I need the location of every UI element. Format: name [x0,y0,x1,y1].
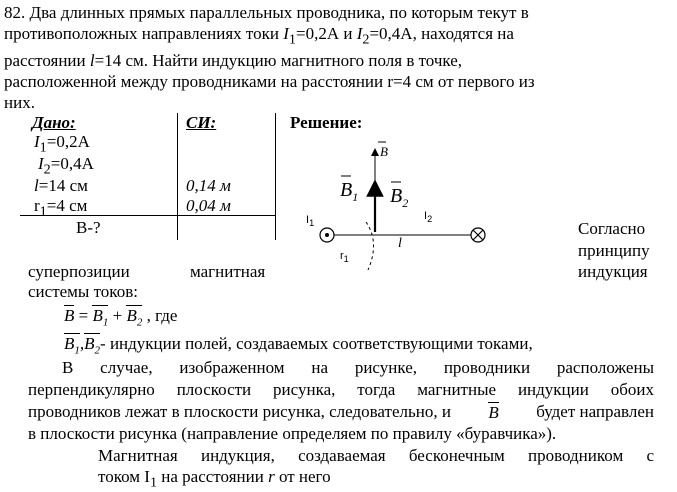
problem-text: расстоянии [4,51,90,71]
subscript: 2 [402,196,409,210]
subscript: 1 [343,254,349,265]
para2-line2 [98,467,331,492]
vec-B2 [126,305,143,329]
superposition-equation [64,306,177,332]
text-principu: принципу [578,241,650,260]
para-text: от него [274,467,331,486]
text-indukciya: индукция [578,262,648,281]
problem-text: =14 см. Найти индукцию магнитного поля в точке, [94,51,463,71]
label-I2 [424,206,432,229]
text-soglasno: Согласно [578,219,646,238]
plus-sign: + [112,306,123,325]
problem-text: =0,4А, находятся на [369,24,514,43]
solution-header: Решение: [290,113,363,132]
subscript: 1 [149,474,158,491]
problem-line-1: 82. Два длинных прямых параллельных проводника, по которым текут в [4,3,529,22]
si-header: СИ: [186,113,217,132]
text-sistemy: системы токов: [28,282,138,301]
given-symbol: I [34,132,40,151]
given-value: =0,4А [50,154,94,173]
text-superpozicii: суперпозиции [28,262,130,281]
given-header: Дано: [32,113,76,132]
para1-line4: в плоскости рисунка (направление определяем по правилу «буравчика»). [28,424,557,443]
subscript: 1 [102,316,109,329]
current-symbol: I [283,24,289,43]
description-text: - индукции полей, создаваемых соответствующими токами, [100,334,533,353]
subscript: 1 [39,203,47,220]
label-B1 [340,180,358,207]
vec-B1 [64,333,80,357]
given-symbol: r [34,196,40,215]
given-value: =0,2А [46,132,90,151]
para1-line1: В случае, изображенном на рисунке, проводники расположены [62,358,654,377]
para-text: током I [98,467,150,486]
find-label [76,218,101,238]
text-magnitnaya: магнитная [190,262,266,281]
vec-B: B [488,403,499,422]
subscript: 1 [309,218,315,229]
subscript: 2 [136,316,143,329]
find-text: В-? [76,218,101,237]
given-value: =14 см [38,176,88,195]
subscript: 1 [288,31,296,48]
given-item [34,176,88,196]
vec-B: B [64,306,75,325]
label-text: B [84,334,95,353]
label-r1 [340,246,349,269]
equals-sign: = [78,306,89,325]
problem-line-3 [4,50,604,71]
given-value: =4 см [46,196,88,215]
vec-B1 [92,305,109,329]
problem-line-5: них. [4,93,35,113]
para2-line1: Магнитная индукция, создаваемая бесконечным проводником с [98,446,654,465]
para-text: на расстоянии [157,467,269,486]
field-line-arc [366,222,374,270]
subscript: 2 [43,161,51,178]
label-text: I [306,214,310,226]
table-divider-1 [177,113,178,240]
label-text: B [92,306,103,325]
distance-symbol: l [89,51,95,71]
subscript: 2 [362,31,370,48]
subscript: 2 [427,214,433,225]
subscript: 1 [39,139,47,156]
current-out-dot-icon [325,233,329,237]
eq-where: , где [146,306,178,325]
para-text: будет направлен [536,402,654,421]
label-B: B [380,144,388,159]
label-text: B [390,185,403,207]
label-l: l [398,236,402,251]
label-text: I [424,210,428,222]
given-symbol: l [34,176,39,195]
subscript: 1 [352,190,359,204]
problem-line-2 [4,23,604,50]
label-B2 [390,186,408,213]
problem-text: =0,2А и [295,24,357,43]
problem-statement [4,2,604,113]
si-value: 0,04 м [186,196,231,215]
label-text: B [64,334,75,353]
current-symbol: I [356,24,363,43]
para-text: проводников лежат в плоскости рисунка, следовательно, и [28,402,451,421]
comma: , [79,334,85,353]
problem-line-4: расположенной между проводниками на расстоянии r=4 см от первого из [4,72,535,92]
para1-line3 [28,402,654,423]
vec-B2 [84,333,101,357]
label-text: B [340,179,353,201]
para1-line2: перпендикулярно плоскости рисунка, тогда магнитные индукции обоих [28,380,654,399]
given-symbol: I [38,154,44,173]
problem-text: противоположных направлениях токи [4,24,284,43]
label-text: B [126,306,137,325]
subscript: 1 [74,344,80,357]
table-divider-2 [275,113,276,240]
label-text: r [340,250,344,262]
si-value: 0,14 м [186,176,231,195]
subscript: 2 [94,344,101,357]
label-I1 [306,210,314,233]
b1b2-description [64,334,533,360]
distance-symbol: r [268,467,275,486]
